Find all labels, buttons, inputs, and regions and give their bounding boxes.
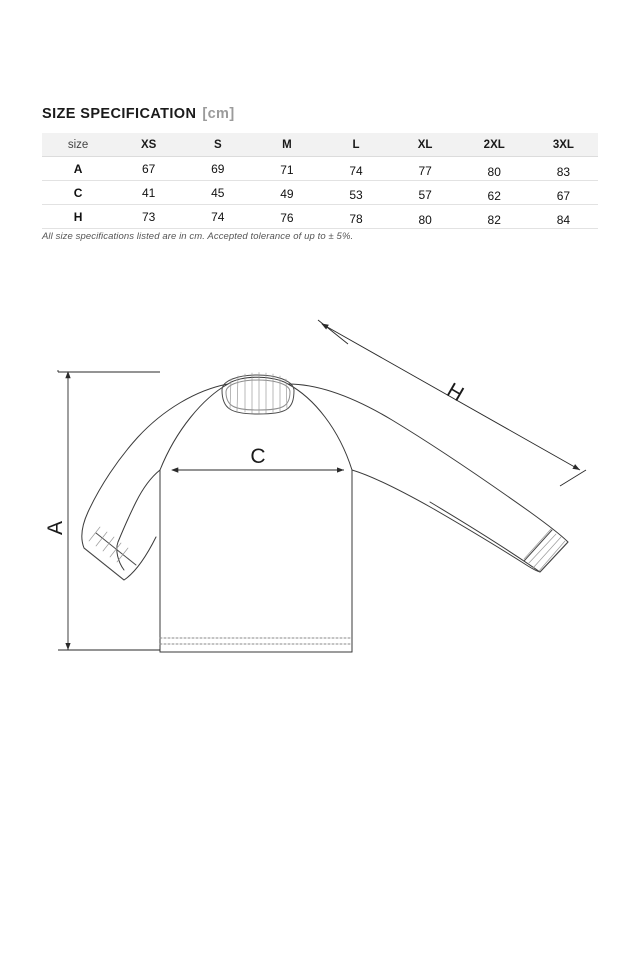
dimension-lines — [58, 320, 586, 650]
cell-c-2xl: 62 — [487, 188, 501, 203]
cell-h-xs: 73 — [142, 209, 156, 224]
table-header-xl: XL — [391, 133, 460, 157]
cell-a-m: 71 — [280, 162, 294, 177]
cell-h-2xl: 82 — [487, 212, 501, 227]
sleeve-left-outline — [82, 384, 228, 580]
sleeve-right-outline — [288, 384, 568, 572]
cell-c-s: 45 — [211, 185, 225, 200]
cell-h-m: 76 — [280, 210, 294, 225]
table-header-row — [42, 133, 598, 157]
cell-a-xs: 67 — [142, 161, 156, 176]
table-header-m: M — [252, 133, 321, 157]
table-header-xs: XS — [114, 133, 183, 157]
cuff-right-seam — [524, 530, 552, 561]
cell-c-xs: 41 — [142, 185, 156, 200]
collar-inner — [226, 380, 290, 410]
row-label-a: A — [73, 161, 83, 176]
cell-c-3xl: 67 — [556, 188, 571, 203]
row-label-c: C — [73, 185, 83, 200]
cuff-left-end — [84, 548, 124, 580]
table-header — [42, 133, 598, 157]
dimension-extension-h-end — [560, 470, 586, 486]
cell-h-s: 74 — [211, 209, 225, 224]
dimension-label-c: C — [250, 445, 266, 468]
raglan-seam-left — [160, 384, 228, 470]
size-specification-table — [42, 133, 598, 229]
tolerance-note: All size specifications listed are in cm. Accepted tolerance of up to ± 5%. — [42, 231, 354, 242]
table-header-l: L — [321, 133, 390, 157]
table-row — [42, 157, 598, 181]
table-header-s: S — [183, 133, 252, 157]
table-header-2xl: 2XL — [460, 133, 529, 157]
cell-h-xl: 80 — [418, 212, 432, 227]
cell-a-s: 69 — [211, 161, 225, 176]
collar-ribbing — [230, 373, 287, 414]
table-row — [42, 181, 598, 205]
cell-c-m: 49 — [280, 186, 294, 201]
cell-h-l: 78 — [349, 211, 363, 226]
page-title-unit: [cm] — [202, 106, 235, 122]
table-row — [42, 205, 598, 229]
table-body — [42, 157, 598, 229]
cell-a-l: 74 — [349, 163, 363, 178]
cell-a-3xl: 83 — [556, 164, 571, 179]
dimension-label-a: A — [44, 520, 67, 536]
cell-c-xl: 57 — [418, 187, 432, 202]
cell-a-2xl: 80 — [487, 164, 501, 179]
cell-h-3xl: 84 — [556, 212, 571, 227]
dimension-extension-h-start — [318, 320, 348, 344]
garment-technical-drawing — [0, 280, 640, 700]
garment-sketch-svg — [0, 280, 640, 700]
page-title-text: SIZE SPECIFICATION — [42, 106, 197, 122]
dimension-label-h: H — [442, 378, 468, 407]
row-label-h: H — [73, 209, 83, 224]
table-header-3xl: 3XL — [529, 133, 598, 157]
cell-c-l: 53 — [349, 187, 363, 202]
raglan-seam-right — [288, 384, 352, 470]
table-corner-label: size — [42, 133, 114, 157]
sleeve-right-underseam — [352, 470, 540, 572]
page-title — [42, 106, 235, 122]
cell-a-xl: 77 — [418, 163, 432, 178]
